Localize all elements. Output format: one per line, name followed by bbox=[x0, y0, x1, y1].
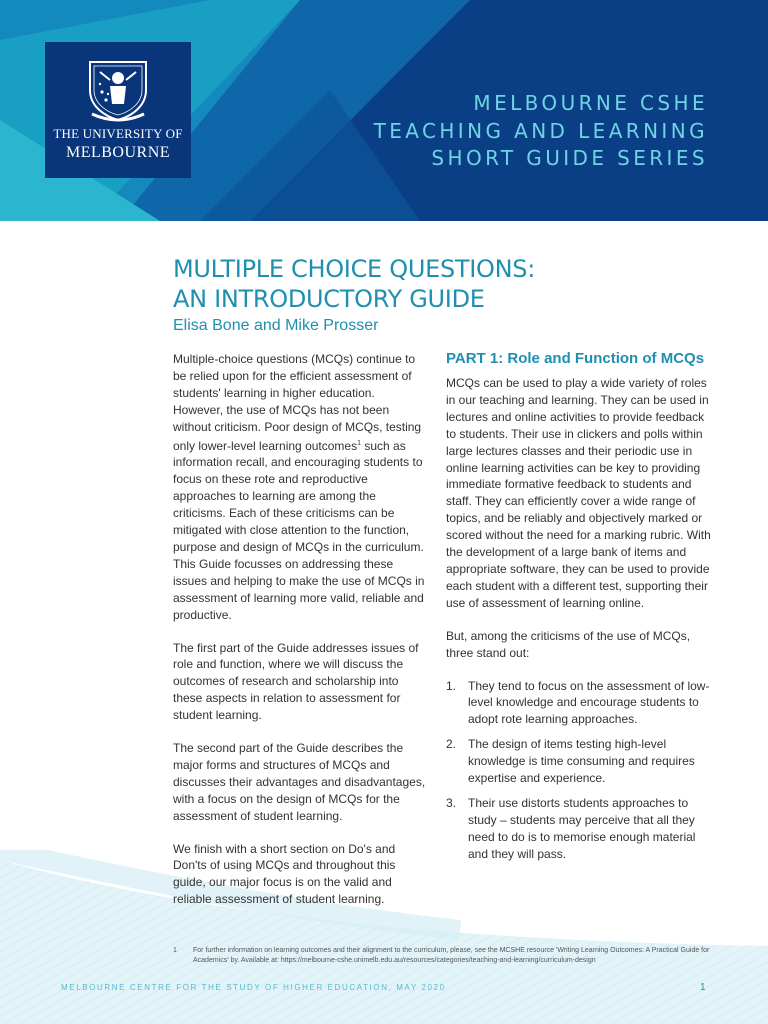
university-logo[interactable] bbox=[45, 42, 191, 178]
series-line-1: MELBOURNE CSHE bbox=[473, 91, 708, 115]
series-line-2: TEACHING AND LEARNING bbox=[373, 118, 708, 143]
footnote bbox=[173, 946, 713, 966]
intro-text-a: Multiple-choice questions (MCQs) continue to be relied upon for the efficient assessment of students' learning in higher education. However, the use of MCQs has not been without criticism. Poor design of MCQs, testing only lower-level learning outcomes bbox=[173, 352, 422, 453]
title-line-2: AN INTRODUCTORY GUIDE bbox=[173, 285, 485, 313]
right-column bbox=[446, 375, 711, 871]
title-line-1: MULTIPLE CHOICE QUESTIONS: bbox=[173, 255, 535, 283]
authors: Elisa Bone and Mike Prosser bbox=[173, 317, 379, 334]
header-banner bbox=[0, 0, 768, 221]
roles-paragraph: MCQs can be used to play a wide variety of roles in our teaching and learning. They can be used in lectures and online activities to provide feedback to students. Their use in clickers and polls within large lectures classes and their periodic use in online learning activities can be key to providing immediate formative feedback to students and staff. They can efficiently cover a wide range of topics, and be reliably and objectively marked or scored without the need for a marking rubric. With the development of a large bank of items and appropriate software, they can be used to provide each student with a different test, supporting their use of assessment of learning online. bbox=[446, 376, 711, 610]
footnote-text[interactable]: For further information on learning outcomes and their alignment to the curriculum, please, see the MCSHE resource 'Writing Learning Outcomes: A Practical Guide for Academics' by. Available at: https://melbourne-cshe.unimelb.edu.au/resources/categories/teaching-and-learning/curriculum-design bbox=[193, 947, 710, 964]
list-text: The design of items testing high-level knowledge is time consuming and requires expertise and experience. bbox=[468, 737, 695, 786]
section-heading-part1: PART 1: Role and Function of MCQs bbox=[446, 350, 705, 367]
list-text: Their use distorts students approaches to study – students may perceive that all they need to do is to memorise enough material and they will pass. bbox=[468, 795, 696, 861]
paragraph-dos-donts: We finish with a short section on Do's and Don'ts of using MCQs and throughout this guide, our major focus is on the valid and reliable assessment of student learning. bbox=[173, 841, 396, 907]
left-column bbox=[173, 351, 428, 924]
intro-paragraph bbox=[173, 351, 428, 624]
list-number: 2. bbox=[446, 737, 457, 752]
page-footer: MELBOURNE CENTRE FOR THE STUDY OF HIGHER EDUCATION, MAY 2020 bbox=[61, 983, 446, 992]
intro-text-b: such as information recall, and encouraging students to focus on these rote and reproductive approaches to learning are among the criticisms. Each of these criticisms can be mitigated with close attention to the function, purpose and design of MCQs in the curriculum. This Guide focusses on addressing these issues and helping to make the use of MCQs in assessment of learning more valid, reliable and productive. bbox=[173, 438, 425, 622]
footnote-mark: 1 bbox=[173, 947, 177, 954]
paragraph-part1-overview: The first part of the Guide addresses issues of role and function, where we will discuss the outcomes of research and scholarship into these aspects in relation to assessment for student learning. bbox=[173, 640, 419, 723]
footnote-ref[interactable]: 1 bbox=[357, 439, 361, 447]
criticisms-intro: But, among the criticisms of the use of MCQs, three stand out: bbox=[446, 628, 691, 660]
list-number: 3. bbox=[446, 795, 457, 810]
logo-line-1: THE UNIVERSITY OF bbox=[53, 126, 183, 141]
criticisms-list bbox=[446, 678, 711, 863]
list-item bbox=[446, 678, 711, 729]
page-title bbox=[173, 254, 535, 314]
paragraph-part2-overview: The second part of the Guide describes the major forms and structures of MCQs and discusses their advantages and disadvantages, with a focus on the design of MCQs for the assessment of student learning. bbox=[173, 741, 426, 823]
series-line-3: SHORT GUIDE SERIES bbox=[431, 146, 708, 170]
logo-line-2: MELBOURNE bbox=[65, 144, 171, 161]
list-item bbox=[446, 795, 711, 863]
page-number: 1 bbox=[700, 982, 706, 993]
list-number: 1. bbox=[446, 678, 457, 693]
university-crest-icon bbox=[86, 56, 150, 122]
list-text: They tend to focus on the assessment of low-level knowledge and encourage students to adopt rote learning approaches. bbox=[468, 678, 710, 727]
series-title bbox=[374, 90, 708, 173]
list-item bbox=[446, 736, 711, 787]
